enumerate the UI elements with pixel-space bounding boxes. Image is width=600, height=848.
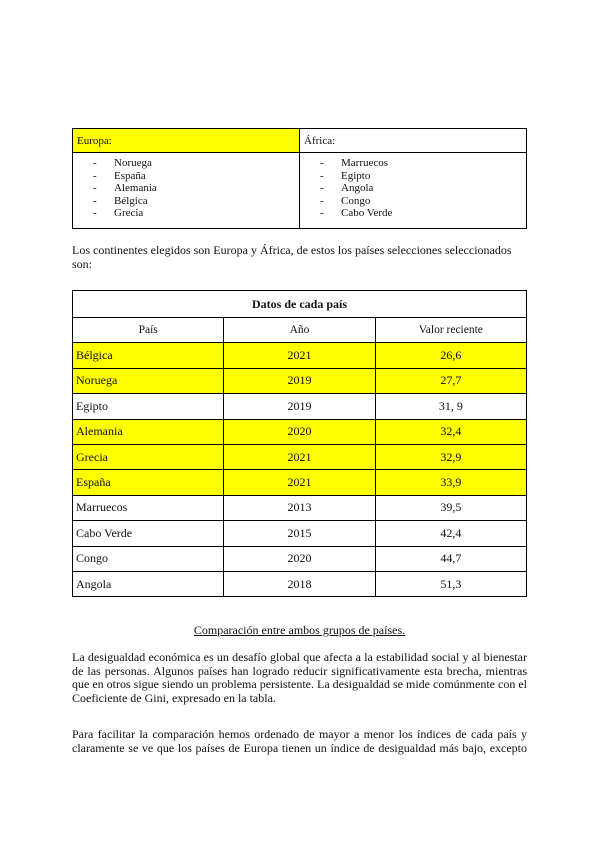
value-cell: 39,5	[375, 495, 526, 520]
country-cell: Egipto	[73, 394, 224, 419]
value-cell: 51,3	[375, 571, 526, 596]
section-title: Comparación entre ambos grupos de países.	[193, 623, 406, 637]
year-cell: 2019	[224, 368, 375, 393]
year-cell: 2020	[224, 546, 375, 571]
list-item: - Congo	[320, 194, 371, 207]
africa-country-list	[300, 153, 526, 220]
table-row	[73, 495, 527, 520]
table-row	[73, 546, 527, 571]
table-title: Datos de cada país	[73, 291, 527, 318]
dash-bullet-icon: -	[93, 207, 97, 219]
country-cell: Grecia	[73, 444, 224, 469]
table-row	[73, 444, 527, 469]
dash-bullet-icon: -	[93, 194, 97, 207]
country-cell: Bélgica	[73, 343, 224, 368]
list-item: - Marruecos	[320, 157, 389, 169]
country-cell: Alemania	[73, 419, 224, 444]
year-cell: 2013	[224, 495, 375, 520]
continents-table	[72, 128, 527, 229]
year-cell: 2015	[224, 521, 375, 546]
year-cell: 2021	[224, 343, 375, 368]
country-cell: Noruega	[73, 368, 224, 393]
list-item: - Grecia	[93, 207, 144, 219]
value-cell: 42,4	[375, 521, 526, 546]
africa-header-cell	[300, 129, 527, 153]
dash-bullet-icon: -	[320, 157, 324, 169]
dash-bullet-icon: -	[320, 194, 324, 207]
country-data-table	[72, 290, 527, 597]
country-cell: Cabo Verde	[73, 521, 224, 546]
year-cell: 2021	[224, 444, 375, 469]
list-item: - Angola	[320, 182, 374, 194]
list-item: - Bélgica	[93, 194, 148, 207]
table-row	[73, 521, 527, 546]
column-header-year: Año	[224, 318, 375, 343]
africa-header: África:	[304, 135, 336, 147]
table-row	[73, 571, 527, 596]
europe-header-cell	[73, 129, 300, 153]
table-row	[73, 419, 527, 444]
dash-bullet-icon: -	[93, 182, 97, 194]
value-cell: 32,9	[375, 444, 526, 469]
year-cell: 2021	[224, 470, 375, 495]
year-cell: 2019	[224, 394, 375, 419]
body-paragraph-2: Para facilitar la comparación hemos ordenado de mayor a menor los índices de cada país y claramente se ve que los países de Europa tienen un índice de desigualdad más bajo, excepto	[72, 728, 527, 755]
country-cell: España	[73, 470, 224, 495]
list-item: - España	[93, 169, 146, 182]
value-cell: 31, 9	[375, 394, 526, 419]
dash-bullet-icon: -	[93, 169, 97, 182]
dash-bullet-icon: -	[320, 169, 324, 182]
table-row	[73, 368, 527, 393]
list-item: - Egipto	[320, 169, 371, 182]
africa-list-cell	[300, 153, 527, 229]
dash-bullet-icon: -	[320, 182, 324, 194]
value-cell: 32,4	[375, 419, 526, 444]
value-cell: 27,7	[375, 368, 526, 393]
list-item: - Alemania	[93, 182, 157, 194]
dash-bullet-icon: -	[320, 207, 324, 219]
europe-country-list	[73, 153, 299, 220]
dash-bullet-icon: -	[93, 157, 97, 169]
country-cell: Angola	[73, 571, 224, 596]
europe-header: Europa:	[77, 135, 112, 147]
table-row	[73, 343, 527, 368]
value-cell: 44,7	[375, 546, 526, 571]
year-cell: 2020	[224, 419, 375, 444]
value-cell: 26,6	[375, 343, 526, 368]
europe-list-cell	[73, 153, 300, 229]
country-cell: Marruecos	[73, 495, 224, 520]
column-header-country: País	[73, 318, 224, 343]
table-row	[73, 470, 527, 495]
body-paragraph-1: La desigualdad económica es un desafío global que afecta a la estabilidad social y al bienestar de las personas. Algunos países han logrado reducir significativamente esta brecha, mientras que en otros sigue siendo un problema persistente. La desigualdad se mide comúnmente con el Coeficiente de Gini, expresado en la tabla.	[72, 650, 527, 705]
list-item: - Noruega	[93, 157, 152, 169]
column-header-value: Valor reciente	[375, 318, 526, 343]
table-row	[73, 394, 527, 419]
year-cell: 2018	[224, 571, 375, 596]
country-cell: Congo	[73, 546, 224, 571]
value-cell: 33,9	[375, 470, 526, 495]
list-item: - Cabo Verde	[320, 207, 393, 219]
intro-paragraph: Los continentes elegidos son Europa y África, de estos los países selecciones seleccionados son:	[72, 243, 512, 271]
